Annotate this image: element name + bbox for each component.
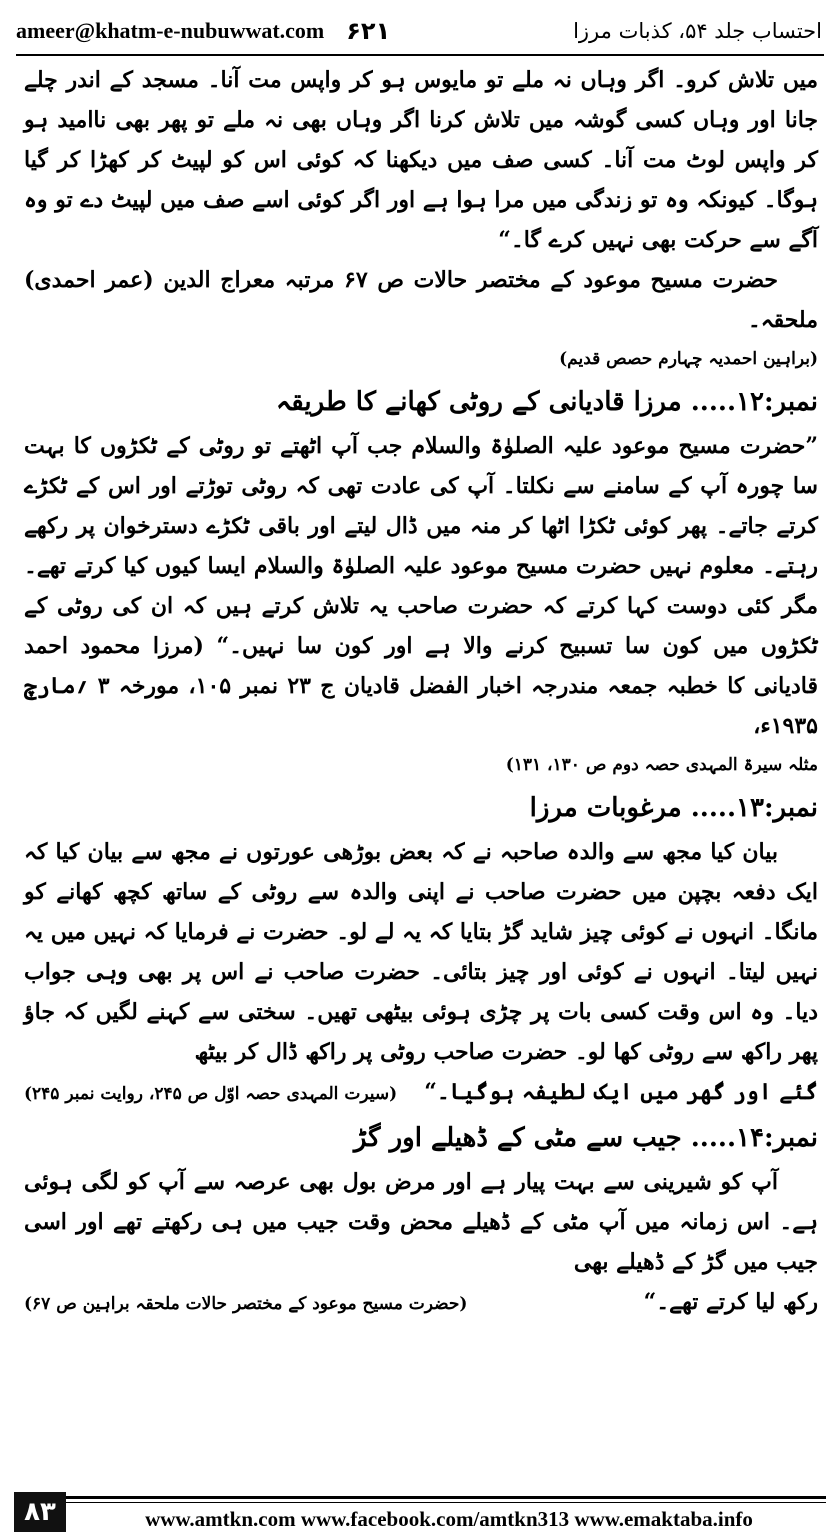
page-footer bbox=[14, 1490, 826, 1532]
paragraph-1: میں تلاش کرو۔ اگر وہاں نہ ملے تو مایوس ہو کر واپس مت آنا۔ مسجد کے اندر چلے جانا اور وہاں کسی گوشہ میں تلاش کرنا اگر وہاں بھی نہ ملے تو پھر بھی ناامید ہو کر واپس لوٹ مت آنا۔ کسی صف میں دیکھنا کہ کوئی اس کو لپیٹ کر کھڑا کر گیا ہوگا۔ کیونکہ وہ تو زندگی میں مرا ہوا ہے اور اگر کوئی اسے صف میں لپیٹ دے تو وہ آگے سے حرکت بھی نہیں کرے گا۔“ bbox=[24, 67, 818, 253]
footer-page-number: ۸۳ bbox=[14, 1492, 66, 1532]
header-left bbox=[16, 17, 390, 45]
heading-14: نمبر:۱۴..... جیب سے مٹی کے ڈھیلے اور گڑ bbox=[353, 1123, 818, 1153]
page-content bbox=[24, 60, 818, 1468]
footer-rule-thin bbox=[66, 1502, 826, 1503]
paragraph-4-end: رکھ لیا کرتے تھے۔“ bbox=[643, 1289, 818, 1315]
footer-bar bbox=[66, 1492, 826, 1532]
paragraph-4: آپ کو شیرینی سے بہت پیار ہے اور مرض بول بھی عرصہ سے آپ کو لگی ہوئی ہے۔ اس زمانہ میں آپ مٹی کے ڈھیلے محض وقت جیب میں ہی رکھتے تھے اور اسی جیب میں گڑ کے ڈھیلے بھی bbox=[24, 1169, 818, 1275]
heading-12: نمبر:۱۲..... مرزا قادیانی کے روٹی کھانے کا طریقہ bbox=[275, 387, 818, 417]
footer-rule-thick bbox=[66, 1496, 826, 1499]
reference-1: حضرت مسیح موعود کے مختصر حالات ص ۶۷ مرتبہ معراج الدین (عمر احمدی) ملحقہ۔ bbox=[24, 267, 818, 333]
reference-4: (حضرت مسیح موعود کے مختصر حالات ملحقہ براہین ص ۶۷) bbox=[24, 1294, 468, 1314]
paragraph-3-last-line bbox=[24, 1072, 818, 1114]
header-email: ameer@khatm-e-nubuwwat.com bbox=[16, 18, 325, 43]
paragraph-4-last-line bbox=[24, 1282, 818, 1324]
page-header bbox=[16, 10, 822, 52]
header-page-number: ۶۲۱ bbox=[346, 17, 391, 45]
reference-3: (سیرت المہدی حصہ اوّل ص ۲۴۵، روایت نمبر ۲۴۵) bbox=[24, 1084, 398, 1104]
paragraph-3-end: گئے اور گھر میں ایک لطیفہ ہوگیا۔“ bbox=[424, 1079, 818, 1105]
reference-2: مثلہ سیرۃ المہدی حصہ دوم ص ۱۳۰، ۱۳۱) bbox=[505, 755, 818, 775]
heading-13: نمبر:۱۳..... مرغوبات مرزا bbox=[529, 793, 818, 823]
footer-urls: www.amtkn.com www.facebook.com/amtkn313 www.emaktaba.info bbox=[145, 1507, 753, 1531]
reference-1b: (براہین احمدیہ چہارم حصص قدیم) bbox=[559, 349, 818, 369]
header-rule bbox=[16, 54, 824, 56]
paragraph-3: بیان کیا مجھ سے والدہ صاحبہ نے کہ بعض بوڑھی عورتوں نے مجھ سے بیان کیا کہ ایک دفعہ بچپن میں حضرت صاحب نے اپنی والدہ سے روٹی کے ساتھ کچھ کھانے کو مانگا۔ انہوں نے کوئی چیز شاید گڑ بتایا کہ یہ لے لو۔ حضرت نے فرمایا کہ نہیں میں یہ نہیں لیتا۔ انہوں نے کوئی اور چیز بتائی۔ حضرت صاحب نے اس پر بھی وہی جواب دیا۔ وہ اس وقت کسی بات پر چڑی ہوئی بیٹھی تھیں۔ سختی سے کہنے لگیں کہ جاؤ پھر راکھ سے روٹی کھا لو۔ حضرت صاحب روٹی پر راکھ ڈال کر بیٹھ bbox=[24, 839, 818, 1065]
header-book-title: احتساب جلد ۵۴، کذبات مرزا bbox=[573, 19, 822, 43]
paragraph-2: ”حضرت مسیح موعود علیہ الصلوٰۃ والسلام جب آپ اٹھتے تو روٹی کے ٹکڑوں کا بہت سا چورہ آپ کے سامنے سے نکلتا۔ آپ کی عادت تھی کہ روٹی توڑتے اور اس کے ٹکڑے کرتے جاتے۔ پھر کوئی ٹکڑا اٹھا کر منہ میں ڈال لیتے اور باقی ٹکڑے دسترخوان پر رکھے رہتے۔ معلوم نہیں حضرت مسیح موعود علیہ الصلوٰۃ والسلام ایسا کیوں کیا کرتے تھے۔ مگر کئی دوست کہا کرتے کہ حضرت صاحب یہ تلاش کرتے ہیں کہ ان کی روٹی کے ٹکڑوں میں کون سا تسبیح کرنے والا ہے اور کون سا نہیں۔“ (مرزا محمود احمد قادیانی کا خطبہ جمعہ مندرجہ اخبار الفضل قادیان ج ۲۳ نمبر ۱۰۵، مورخہ ۳ ؍مارچ ۱۹۳۵ء، bbox=[24, 433, 819, 739]
